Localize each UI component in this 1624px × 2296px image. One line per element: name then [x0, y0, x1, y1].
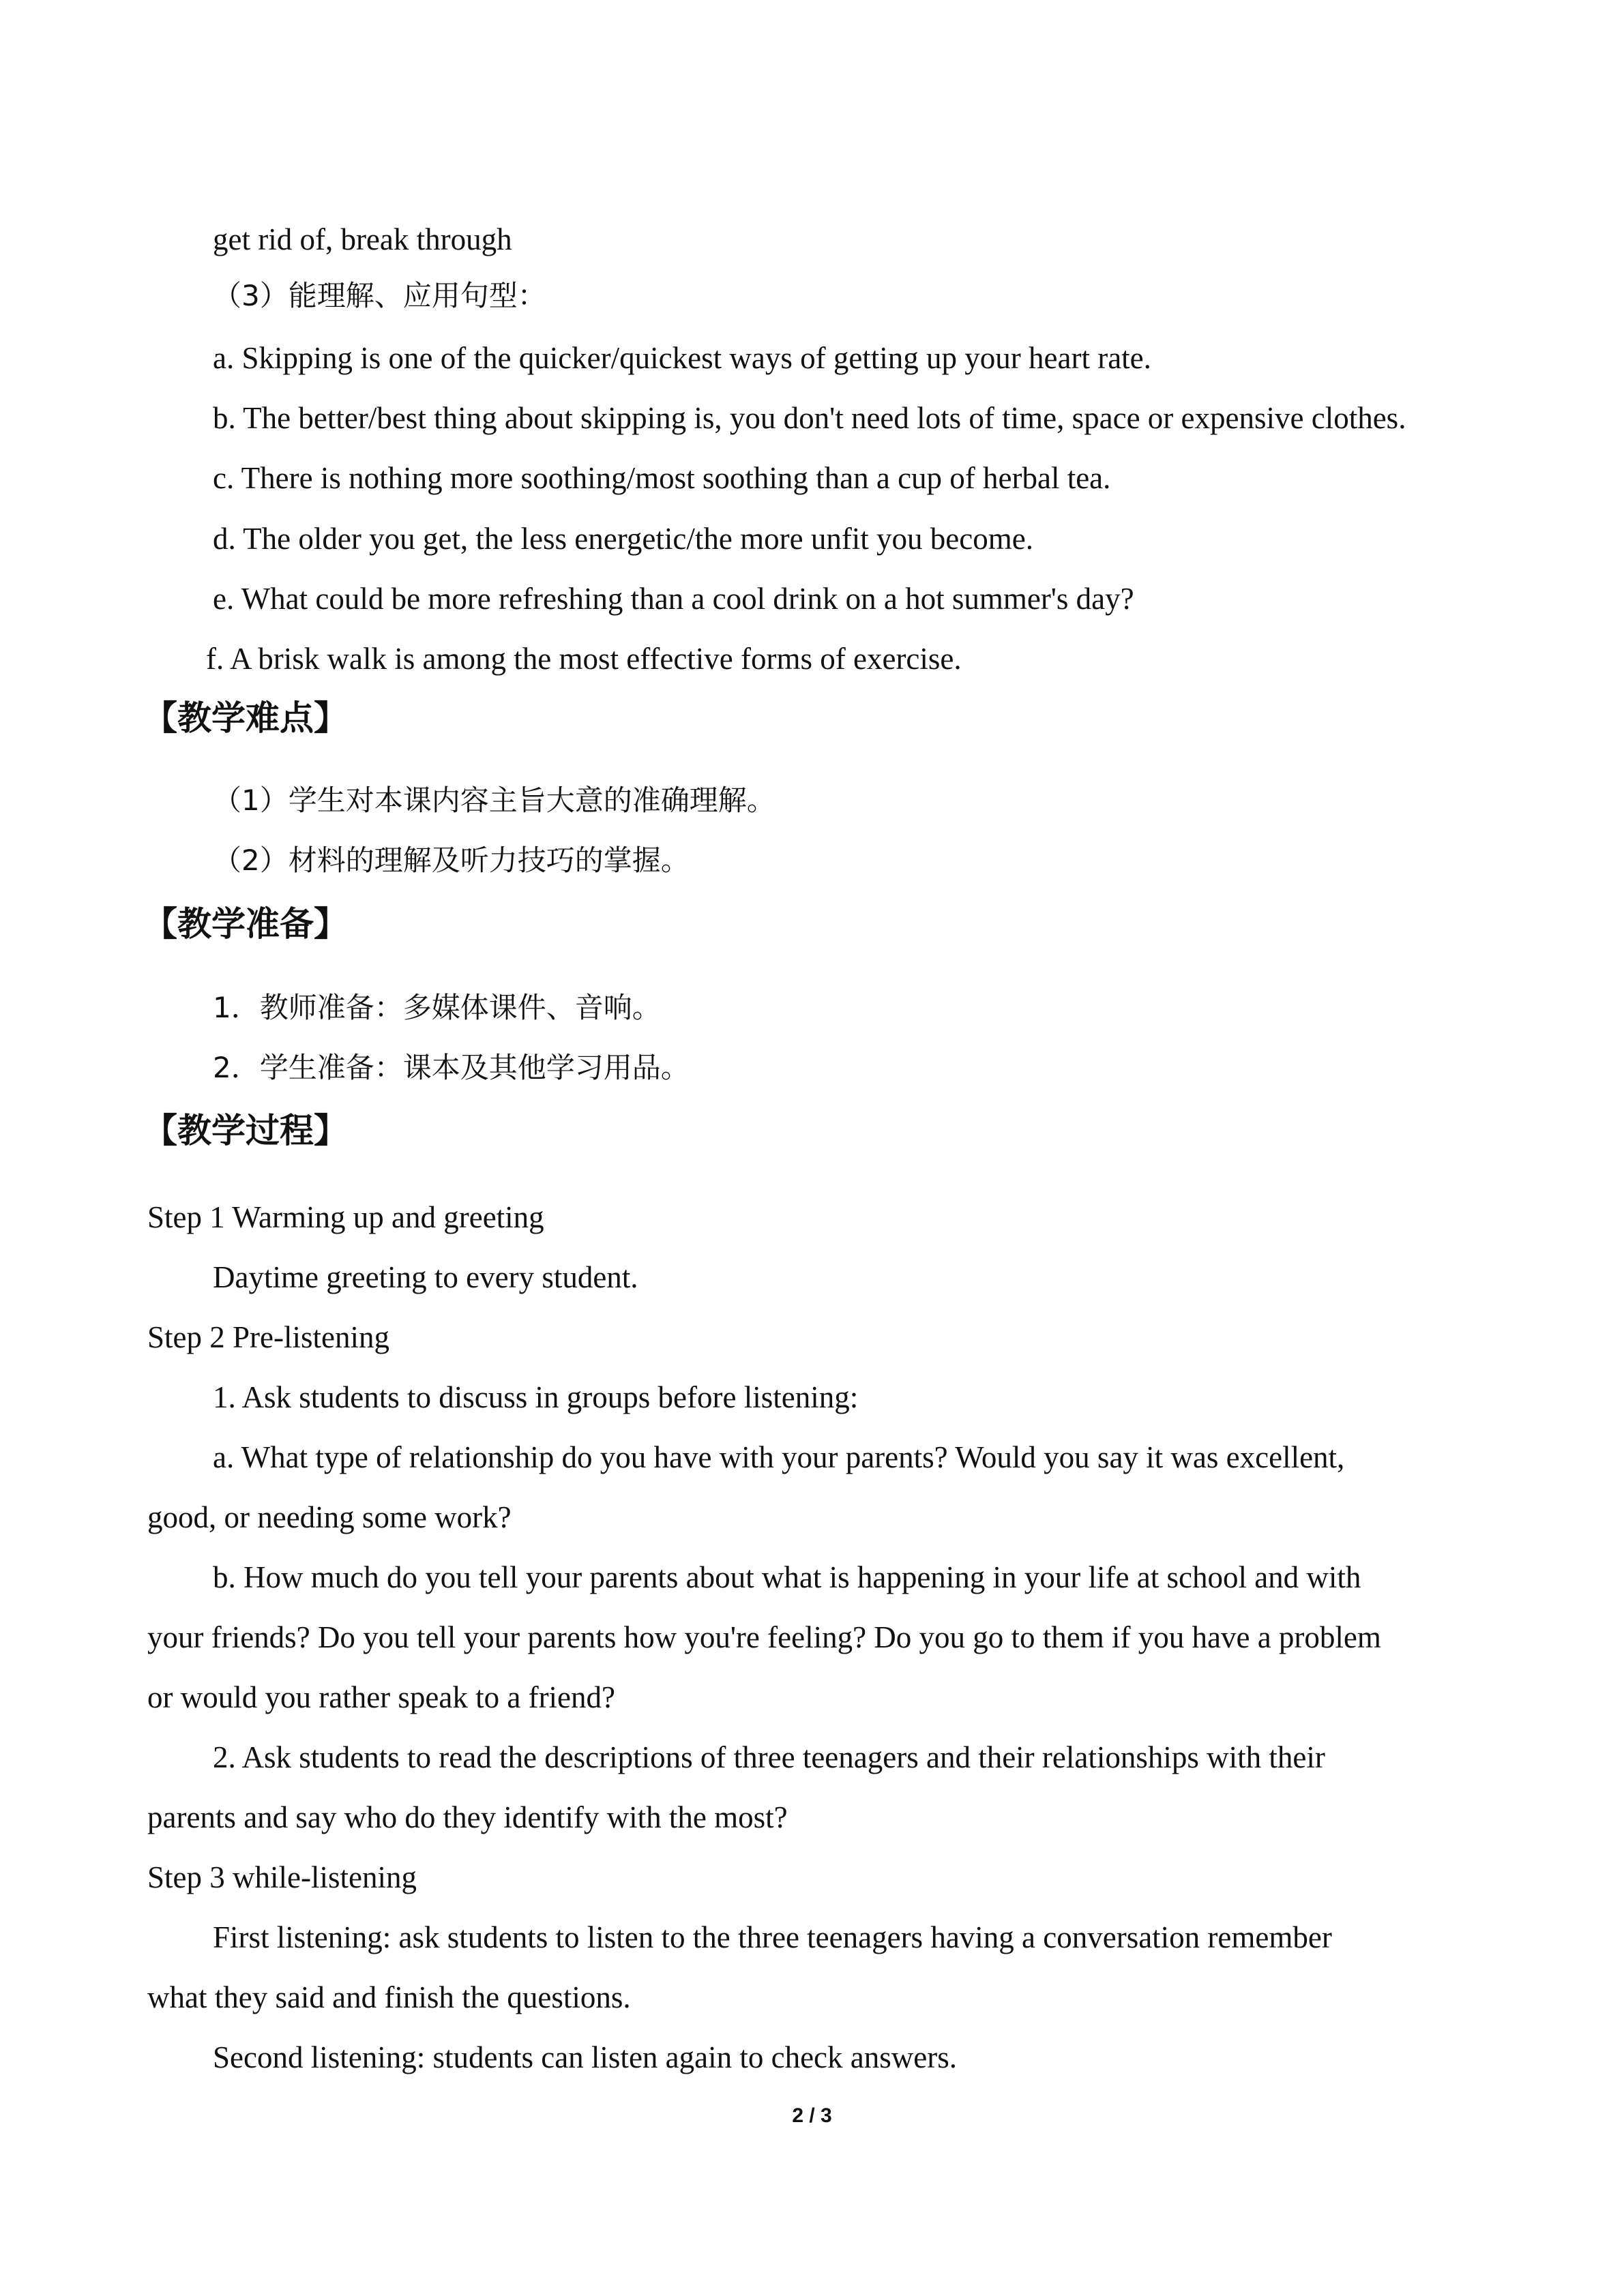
page-number: 2 / 3	[792, 2104, 832, 2127]
step1-title: Step 1 Warming up and greeting	[147, 1200, 544, 1234]
sentence-patterns-label: （3）能理解、应用句型：	[213, 279, 546, 312]
step2-item-2-line2: parents and say who do they identify with the most?	[147, 1800, 788, 1834]
step1-body: Daytime greeting to every student.	[213, 1260, 638, 1294]
step3-title: Step 3 while-listening	[147, 1860, 417, 1894]
difficulty-item-1: （1）学生对本课内容主旨大意的准确理解。	[213, 784, 776, 817]
preparation-item-1: 1．教师准备：多媒体课件、音响。	[213, 991, 661, 1024]
step3-second-listening: Second listening: students can listen again to check answers.	[213, 2040, 957, 2074]
step3-first-listening-line1: First listening: ask students to listen to the three teenagers having a conversation remember	[213, 1920, 1332, 1954]
difficulty-item-2: （2）材料的理解及听力技巧的掌握。	[213, 844, 690, 877]
step2-question-b-line1: b. How much do you tell your parents about what is happening in your life at school and with	[213, 1560, 1361, 1594]
step2-question-b-line3: or would you rather speak to a friend?	[147, 1680, 616, 1714]
sentence-item-b: b. The better/best thing about skipping is, you don't need lots of time, space or expensive clothes.	[213, 401, 1406, 435]
sentence-item-f: f. A brisk walk is among the most effective forms of exercise.	[206, 642, 962, 676]
difficulties-heading: 【教学难点】	[143, 698, 348, 738]
step2-question-a-line1: a. What type of relationship do you have with your parents? Would you say it was excellent,	[213, 1440, 1345, 1474]
sentence-item-a: a. Skipping is one of the quicker/quickest ways of getting up your heart rate.	[213, 341, 1151, 375]
preparation-item-2: 2．学生准备：课本及其他学习用品。	[213, 1051, 690, 1084]
step2-question-b-line2: your friends? Do you tell your parents how you're feeling? Do you go to them if you have a problem	[147, 1620, 1381, 1654]
step2-item-1: 1. Ask students to discuss in groups before listening:	[213, 1380, 859, 1414]
step3-first-listening-line2: what they said and finish the questions.	[147, 1980, 631, 2014]
step2-item-2-line1: 2. Ask students to read the descriptions of three teenagers and their relationships with their	[213, 1740, 1325, 1774]
step2-question-a-line2: good, or needing some work?	[147, 1500, 512, 1534]
process-heading: 【教学过程】	[143, 1111, 348, 1150]
preparation-heading: 【教学准备】	[143, 904, 348, 944]
step2-title: Step 2 Pre-listening	[147, 1320, 389, 1354]
vocab-line: get rid of, break through	[213, 222, 512, 256]
sentence-item-c: c. There is nothing more soothing/most soothing than a cup of herbal tea.	[213, 461, 1111, 495]
sentence-item-e: e. What could be more refreshing than a cool drink on a hot summer's day?	[213, 582, 1134, 616]
sentence-item-d: d. The older you get, the less energetic/the more unfit you become.	[213, 522, 1033, 556]
